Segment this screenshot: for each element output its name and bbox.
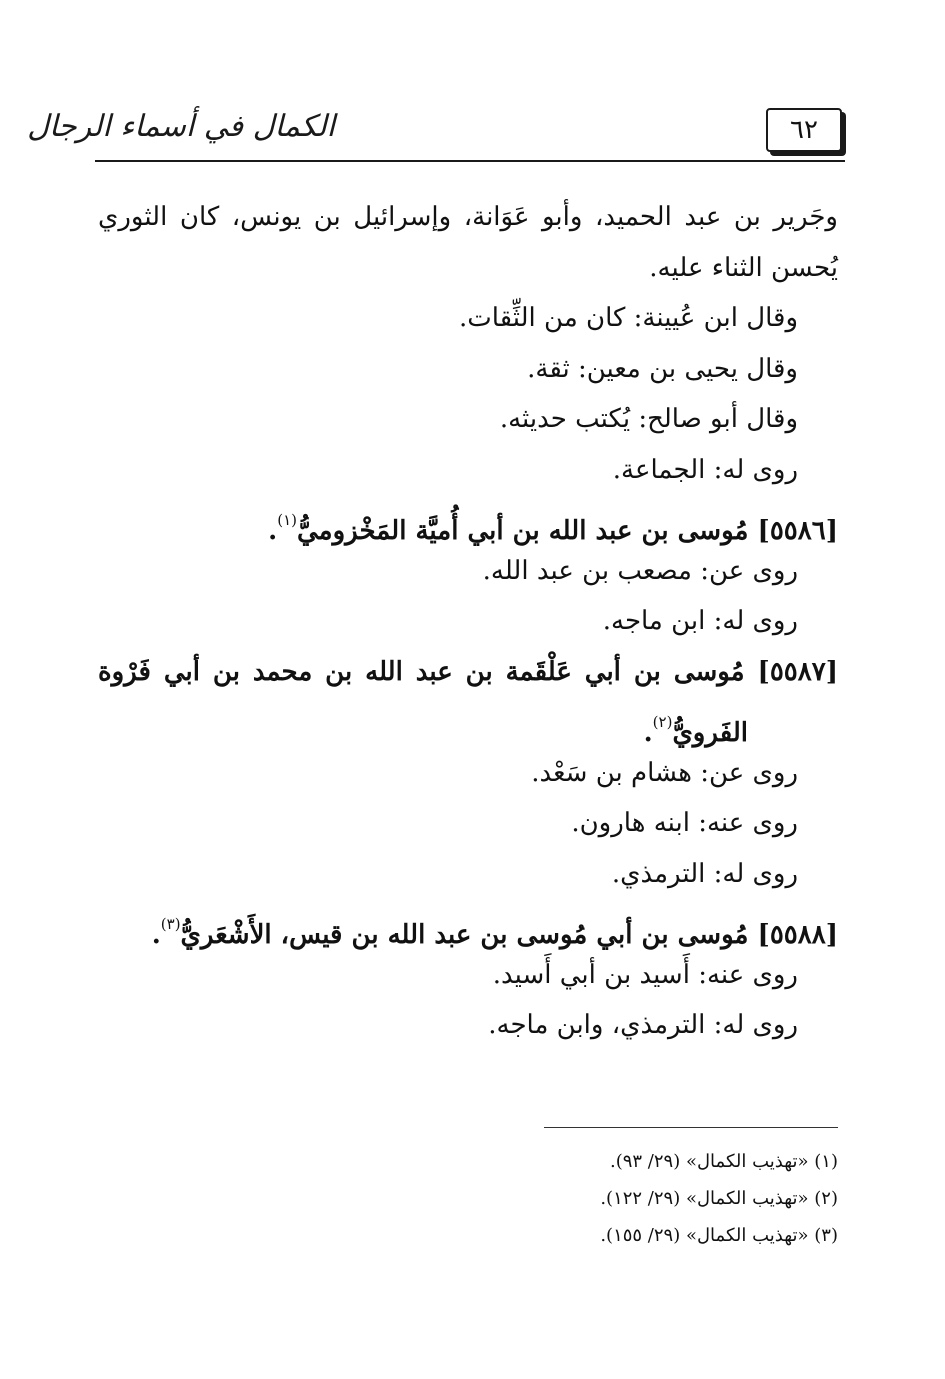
entry-number: [٥٥٨٨]: [757, 920, 838, 950]
text-line: وجَرير بن عبد الحميد، وأبو عَوَانة، وإسرائيل بن يونس، كان الثوري: [98, 202, 838, 232]
footnote-ref: (٣): [160, 915, 181, 933]
footnote: (١) «تهذيب الكمال» (٢٩/ ٩٣).: [609, 1151, 838, 1172]
entry-heading: [٥٥٨٦] مُوسى بن عبد الله بن أبي أُميَّة المَخْزوميُّ$^{(١)}$.: [268, 511, 838, 546]
text-line: روى له: الترمذي.: [611, 858, 798, 889]
footnote-ref: (٢): [652, 713, 673, 731]
footnotes: [98, 1143, 838, 1254]
entry-name: مُوسى بن أبي عَلْقَمة بن عبد الله بن محمد بن أبي فَرْوة: [98, 656, 745, 687]
entry-name: مُوسى بن عبد الله بن أبي أُميَّة المَخْزوميُّ: [296, 516, 749, 546]
header-divider: [95, 160, 845, 162]
running-header-title: الكمال في أسماء الرجال: [27, 109, 335, 144]
footnote-divider: [544, 1127, 838, 1128]
text-line: روى عنه: ابنه هارون.: [571, 808, 798, 838]
text-line: وقال ابن عُيينة: كان من الثِّقات.: [458, 303, 798, 333]
text-line: روى له: الترمذي، وابن ماجه.: [488, 1010, 798, 1040]
text-line: روى عن: مصعب بن عبد الله.: [482, 555, 798, 586]
entry-heading: [٥٥٨٨] مُوسى بن أبي مُوسى بن عبد الله بن قيس، الأَشْعَريُّ$^{(٣)}$.: [151, 915, 838, 950]
text-line: يُحسن الثناء عليه.: [649, 252, 838, 283]
text-line: روى له: الجماعة.: [612, 454, 798, 485]
footnote: (٢) «تهذيب الكمال» (٢٩/ ١٢٢).: [600, 1188, 838, 1209]
entry-number: [٥٥٨٧]: [757, 656, 838, 687]
main-text: [98, 192, 838, 1051]
text-line: روى عنه: أَسيد بن أبي أَسيد.: [492, 959, 798, 990]
footnote-ref: (١): [277, 511, 297, 529]
page-number: ٦٢: [766, 108, 842, 152]
text-line: وقال يحيى بن معين: ثقة.: [527, 353, 798, 384]
entry-heading-continued: الفَرويُّ$^{(٢)}$.: [643, 713, 748, 748]
text-line: روى له: ابن ماجه.: [602, 606, 798, 636]
footnote: (٣) «تهذيب الكمال» (٢٩/ ١٥٥).: [600, 1225, 838, 1246]
entry-number: [٥٥٨٦]: [757, 516, 838, 546]
text-line: روى عن: هشام بن سَعْد.: [531, 757, 798, 788]
entry-name: مُوسى بن أبي مُوسى بن عبد الله بن قيس، الأَشْعَريُّ: [180, 920, 749, 950]
entry-name: الفَرويُّ: [672, 718, 748, 748]
text-line: وقال أبو صالح: يُكتب حديثه.: [499, 404, 798, 434]
entry-heading: [98, 647, 838, 698]
